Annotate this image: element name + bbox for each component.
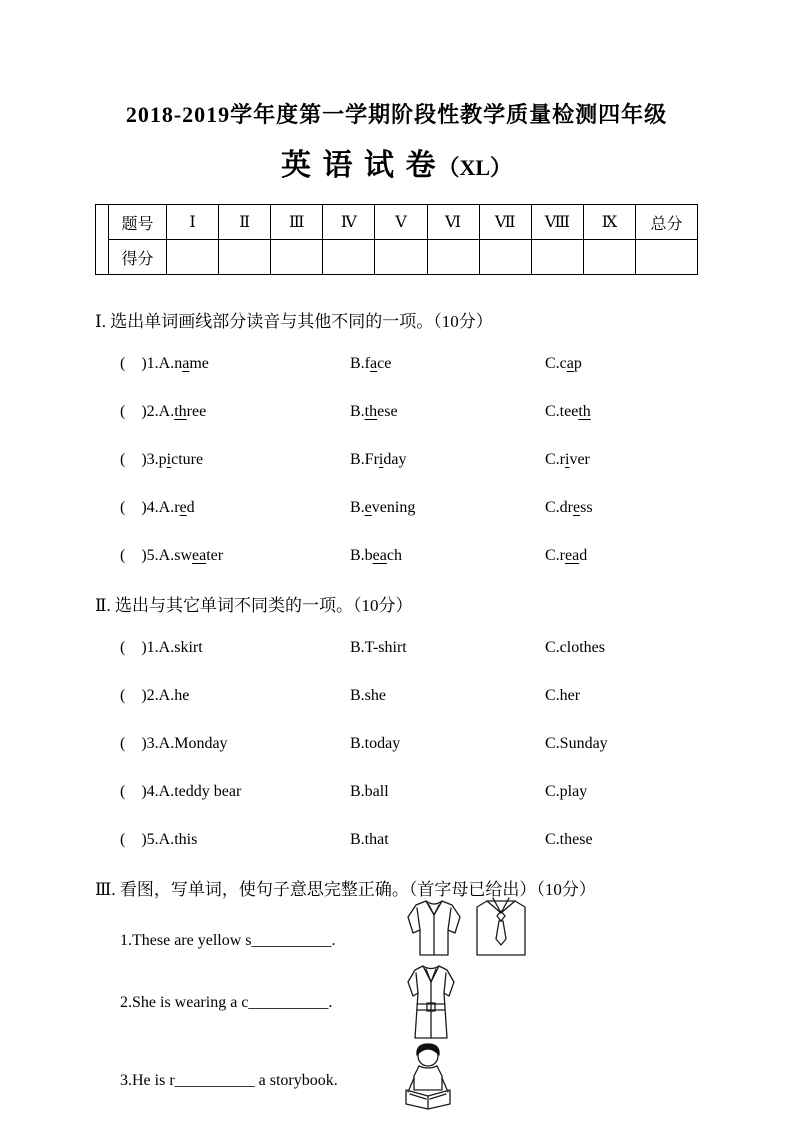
option-b-word: today bbox=[364, 735, 401, 752]
score-col-header: Ⅸ bbox=[583, 205, 635, 240]
exam-subtitle-text: 英 语 试 卷 bbox=[280, 149, 438, 182]
option-b-word: ball bbox=[364, 783, 389, 800]
sentence-text: 1.These are yellow s bbox=[120, 932, 252, 949]
question-row bbox=[95, 451, 698, 469]
option-c-cell bbox=[545, 499, 698, 517]
option-a-cell bbox=[120, 687, 350, 705]
option-a-label: A. bbox=[158, 831, 175, 848]
option-c-label: C. bbox=[545, 687, 560, 704]
score-col-header-total: 总分 bbox=[636, 205, 698, 240]
answer-blank[interactable]: __________ bbox=[251, 932, 332, 949]
sentence-text: a storybook. bbox=[254, 1072, 338, 1089]
question-number: 3. bbox=[146, 735, 159, 752]
option-c-word: read bbox=[559, 547, 588, 564]
option-b-label: B. bbox=[350, 831, 365, 848]
option-b-cell bbox=[350, 547, 545, 565]
option-c-label: C. bbox=[545, 547, 560, 564]
question-row bbox=[95, 355, 698, 373]
section-3 bbox=[95, 879, 698, 1091]
option-a-word: this bbox=[174, 831, 198, 848]
exam-title: 2018-2019学年度第一学期阶段性教学质量检测四年级 bbox=[125, 102, 668, 127]
option-b-cell bbox=[350, 355, 545, 373]
score-col-header: Ⅰ bbox=[167, 205, 219, 240]
option-a-label: A. bbox=[158, 687, 175, 704]
option-a-label: A. bbox=[158, 639, 175, 656]
question-number: 4. bbox=[146, 499, 159, 516]
option-b-cell bbox=[350, 735, 545, 753]
score-col-header: Ⅶ bbox=[479, 205, 531, 240]
score-cell[interactable] bbox=[375, 240, 427, 275]
option-c-cell bbox=[545, 547, 698, 565]
option-c-word: cap bbox=[559, 355, 582, 372]
option-c-label: C. bbox=[545, 735, 560, 752]
option-a-cell bbox=[120, 499, 350, 517]
answer-blank[interactable]: __________ bbox=[248, 994, 329, 1011]
option-b-word: Friday bbox=[364, 451, 407, 468]
option-a-label: A. bbox=[158, 783, 175, 800]
score-table-label-qnum: 题号 bbox=[109, 205, 167, 240]
option-b-label: B. bbox=[350, 451, 365, 468]
fill-in-sentence bbox=[95, 1071, 698, 1091]
section-2-questions bbox=[95, 617, 698, 849]
option-c-label: C. bbox=[545, 403, 560, 420]
option-c-label: C. bbox=[545, 499, 560, 516]
question-row bbox=[95, 783, 698, 801]
question-row bbox=[95, 687, 698, 705]
option-b-cell bbox=[350, 639, 545, 657]
option-a-cell bbox=[120, 783, 350, 801]
score-col-header: Ⅲ bbox=[271, 205, 323, 240]
option-b-word: face bbox=[364, 355, 392, 372]
option-b-label: B. bbox=[350, 639, 365, 656]
score-cell[interactable] bbox=[427, 240, 479, 275]
option-b-word: T-shirt bbox=[364, 639, 407, 656]
question-number: 1. bbox=[146, 639, 159, 656]
option-b-cell bbox=[350, 783, 545, 801]
score-col-header: Ⅵ bbox=[427, 205, 479, 240]
option-a-word: name bbox=[174, 355, 209, 372]
option-c-cell bbox=[545, 403, 698, 421]
option-a-cell bbox=[120, 355, 350, 373]
score-table-score-row bbox=[96, 240, 698, 275]
option-a-word: sweater bbox=[174, 547, 224, 564]
section-1-heading: Ⅰ. 选出单词画线部分读音与其他不同的一项。（10分） bbox=[95, 312, 493, 331]
answer-bracket[interactable]: ( ) bbox=[120, 403, 147, 420]
option-c-word: river bbox=[559, 451, 590, 468]
option-b-label: B. bbox=[350, 403, 365, 420]
sentence-text: . bbox=[331, 932, 336, 949]
score-col-header: Ⅱ bbox=[219, 205, 271, 240]
question-number: 2. bbox=[146, 687, 159, 704]
section-1 bbox=[95, 311, 698, 565]
exam-subtitle bbox=[95, 146, 698, 188]
option-a-cell bbox=[120, 735, 350, 753]
option-a-cell bbox=[120, 451, 350, 469]
option-a-cell bbox=[120, 639, 350, 657]
option-c-cell bbox=[545, 687, 698, 705]
option-a-word: picture bbox=[158, 451, 204, 468]
option-c-cell bbox=[545, 831, 698, 849]
question-row bbox=[95, 639, 698, 657]
score-table bbox=[95, 204, 698, 275]
score-col-header: Ⅴ bbox=[375, 205, 427, 240]
section-2-heading: Ⅱ. 选出与其它单词不同类的一项。（10分） bbox=[95, 596, 413, 615]
question-number: 2. bbox=[146, 403, 159, 420]
boy-reading-illustration bbox=[398, 1042, 458, 1110]
option-a-cell bbox=[120, 831, 350, 849]
option-c-cell bbox=[545, 783, 698, 801]
answer-bracket[interactable]: ( ) bbox=[120, 547, 147, 564]
question-number: 3. bbox=[146, 451, 159, 468]
option-c-word: teeth bbox=[559, 403, 591, 420]
score-table-label-score: 得分 bbox=[109, 240, 167, 275]
question-row bbox=[95, 403, 698, 421]
option-a-label: A. bbox=[158, 735, 175, 752]
section-3-heading: Ⅲ. 看图，写单词，使句子意思完整正确。（首字母已给出）（10分） bbox=[95, 880, 596, 899]
score-col-header: Ⅳ bbox=[323, 205, 375, 240]
answer-bracket[interactable]: ( ) bbox=[120, 735, 147, 752]
option-b-word: evening bbox=[364, 499, 416, 516]
answer-bracket[interactable]: ( ) bbox=[120, 687, 147, 704]
option-b-cell bbox=[350, 831, 545, 849]
fill-in-sentence bbox=[95, 931, 698, 951]
score-cell[interactable] bbox=[219, 240, 271, 275]
option-c-cell bbox=[545, 355, 698, 373]
option-c-cell bbox=[545, 451, 698, 469]
coat-illustration bbox=[398, 962, 464, 1042]
score-cell[interactable] bbox=[323, 240, 375, 275]
option-a-label: A. bbox=[158, 403, 175, 420]
option-a-cell bbox=[120, 547, 350, 565]
jacket-and-shirt-illustration bbox=[400, 895, 535, 961]
answer-bracket[interactable]: ( ) bbox=[120, 499, 147, 516]
answer-blank[interactable]: __________ bbox=[174, 1072, 255, 1089]
option-b-cell bbox=[350, 403, 545, 421]
option-c-label: C. bbox=[545, 831, 560, 848]
option-a-word: teddy bear bbox=[174, 783, 242, 800]
option-b-label: B. bbox=[350, 547, 365, 564]
score-cell[interactable] bbox=[583, 240, 635, 275]
option-a-label: A. bbox=[158, 499, 175, 516]
question-number: 5. bbox=[146, 831, 159, 848]
answer-bracket[interactable]: ( ) bbox=[120, 451, 147, 468]
option-b-word: beach bbox=[364, 547, 402, 564]
exam-subtitle-suffix: （XL） bbox=[437, 155, 513, 180]
option-a-cell bbox=[120, 403, 350, 421]
question-number: 1. bbox=[146, 355, 159, 372]
answer-bracket[interactable]: ( ) bbox=[120, 355, 147, 372]
option-b-label: B. bbox=[350, 783, 365, 800]
option-b-label: B. bbox=[350, 499, 365, 516]
option-c-cell bbox=[545, 639, 698, 657]
option-c-label: C. bbox=[545, 639, 560, 656]
sentence-text: 2.She is wearing a c bbox=[120, 994, 249, 1011]
score-col-header: Ⅷ bbox=[531, 205, 583, 240]
section-1-questions bbox=[95, 333, 698, 565]
option-b-cell bbox=[350, 451, 545, 469]
score-table-header-row bbox=[96, 205, 698, 240]
option-c-cell bbox=[545, 735, 698, 753]
option-c-label: C. bbox=[545, 355, 560, 372]
option-a-word: he bbox=[174, 687, 190, 704]
option-b-word: these bbox=[364, 403, 398, 420]
score-cell[interactable] bbox=[167, 240, 219, 275]
answer-bracket[interactable]: ( ) bbox=[120, 639, 147, 656]
option-c-label: C. bbox=[545, 783, 560, 800]
question-number: 4. bbox=[146, 783, 159, 800]
question-row bbox=[95, 831, 698, 849]
option-c-word: her bbox=[559, 687, 581, 704]
option-a-word: red bbox=[174, 499, 195, 516]
option-c-word: play bbox=[559, 783, 588, 800]
question-row bbox=[95, 499, 698, 517]
option-c-word: dress bbox=[559, 499, 593, 516]
option-a-word: Monday bbox=[174, 735, 228, 752]
option-b-word: that bbox=[364, 831, 389, 848]
option-b-cell bbox=[350, 687, 545, 705]
sentence-text: 3.He is r bbox=[120, 1072, 175, 1089]
option-c-label: C. bbox=[545, 451, 560, 468]
option-c-word: these bbox=[559, 831, 593, 848]
sentence-text: . bbox=[328, 994, 333, 1011]
option-a-word: skirt bbox=[174, 639, 203, 656]
option-b-label: B. bbox=[350, 687, 365, 704]
score-table-side-strip bbox=[96, 205, 109, 275]
score-cell[interactable] bbox=[271, 240, 323, 275]
answer-bracket[interactable]: ( ) bbox=[120, 831, 147, 848]
option-a-word: three bbox=[174, 403, 207, 420]
score-cell[interactable] bbox=[531, 240, 583, 275]
question-row bbox=[95, 735, 698, 753]
question-row bbox=[95, 547, 698, 565]
option-b-label: B. bbox=[350, 735, 365, 752]
score-cell-total[interactable] bbox=[636, 240, 698, 275]
option-b-cell bbox=[350, 499, 545, 517]
option-c-word: clothes bbox=[559, 639, 605, 656]
option-a-label: A. bbox=[158, 355, 175, 372]
question-number: 5. bbox=[146, 547, 159, 564]
option-a-label: A. bbox=[158, 547, 175, 564]
option-b-word: she bbox=[364, 687, 386, 704]
section-2 bbox=[95, 595, 698, 849]
option-c-word: Sunday bbox=[559, 735, 608, 752]
option-b-label: B. bbox=[350, 355, 365, 372]
score-cell[interactable] bbox=[479, 240, 531, 275]
fill-in-sentence bbox=[95, 993, 698, 1013]
answer-bracket[interactable]: ( ) bbox=[120, 783, 147, 800]
